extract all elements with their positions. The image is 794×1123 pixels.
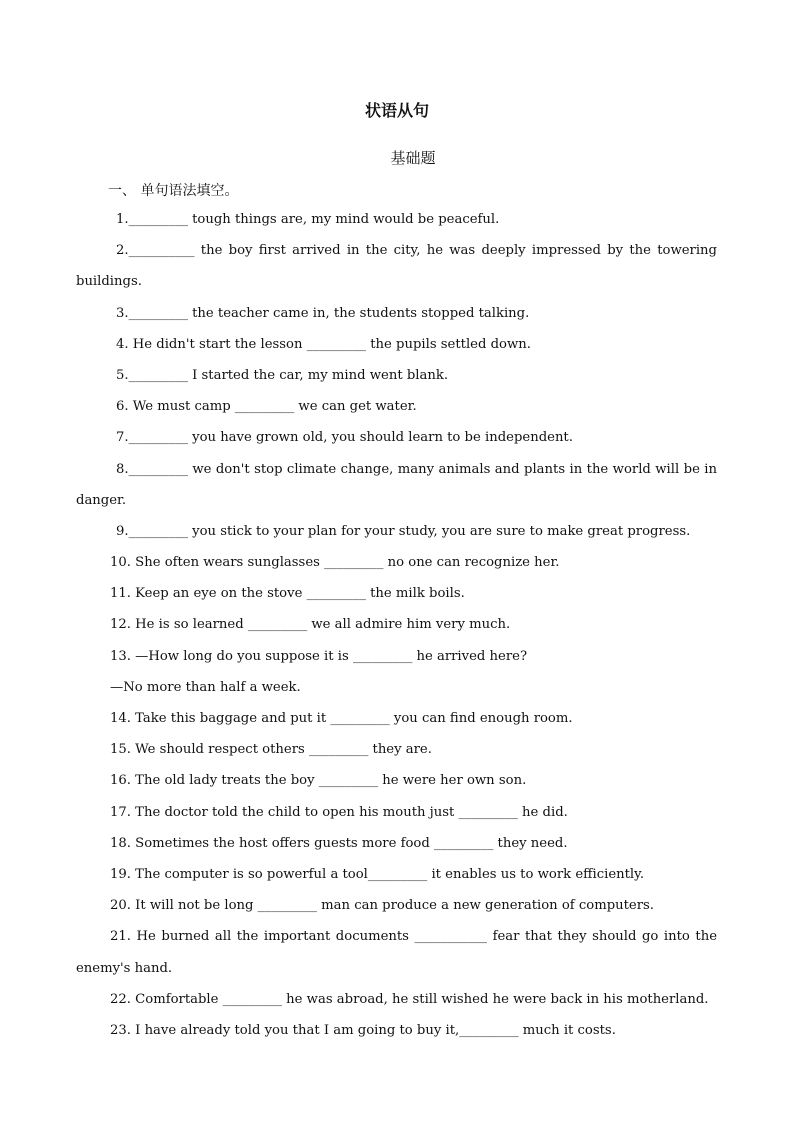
exercise-list [76,208,717,1050]
page-subtitle: 基础题 [390,149,436,167]
exercise-line: 7._________ you have grown old, you should learn to be independent. [116,430,573,446]
section-heading: 一、 单句语法填空。 [108,183,239,199]
exercise-line: 15. We should respect others _________ they are. [110,742,432,758]
exercise-line: 21. He burned all the important documents ___________ fear that they should go into the [110,929,717,945]
exercise-line: 23. I have already told you that I am going to buy it,_________ much it costs. [110,1022,616,1038]
exercise-line-continuation: —No more than half a week. [110,679,301,695]
exercise-line: 4. He didn't start the lesson _________ the pupils settled down. [116,336,531,352]
exercise-line: 20. It will not be long _________ man can produce a new generation of computers. [110,898,654,914]
exercise-line: 16. The old lady treats the boy _________ he were her own son. [110,773,527,789]
page-title: 状语从句 [364,101,429,120]
exercise-line: 14. Take this baggage and put it _________ you can find enough room. [110,711,573,726]
exercise-line: 13. —How long do you suppose it is _________ he arrived here? [110,648,528,664]
exercise-line-continuation: buildings. [76,274,142,290]
exercise-line: 5._________ I started the car, my mind went blank. [116,367,449,383]
exercise-line: 17. The doctor told the child to open his mouth just _________ he did. [110,804,568,820]
exercise-line-continuation: enemy's hand. [76,960,173,976]
exercise-line: 3._________ the teacher came in, the students stopped talking. [116,305,530,321]
exercise-line: 10. She often wears sunglasses _________ no one can recognize her. [110,555,560,571]
exercise-line: 8._________ we don't stop climate change, many animals and plants in the world will be in [116,461,717,477]
exercise-line: 2.__________ the boy first arrived in the city, he was deeply impressed by the towering [116,243,717,259]
exercise-line: 9._________ you stick to your plan for your study, you are sure to make great progress. [116,523,691,539]
exercise-line: 11. Keep an eye on the stove _________ the milk boils. [110,586,465,602]
exercise-line: 6. We must camp _________ we can get water. [116,399,417,415]
exercise-line: 12. He is so learned _________ we all admire him very much. [110,617,511,633]
exercise-line-continuation: danger. [76,492,127,508]
exercise-line: 18. Sometimes the host offers guests more food _________ they need. [110,835,568,851]
exercise-line: 22. Comfortable _________ he was abroad, he still wished he were back in his motherland. [110,991,709,1007]
exercise-line: 19. The computer is so powerful a tool_________ it enables us to work efficiently. [110,866,645,882]
exercise-line: 1._________ tough things are, my mind would be peaceful. [116,212,500,227]
